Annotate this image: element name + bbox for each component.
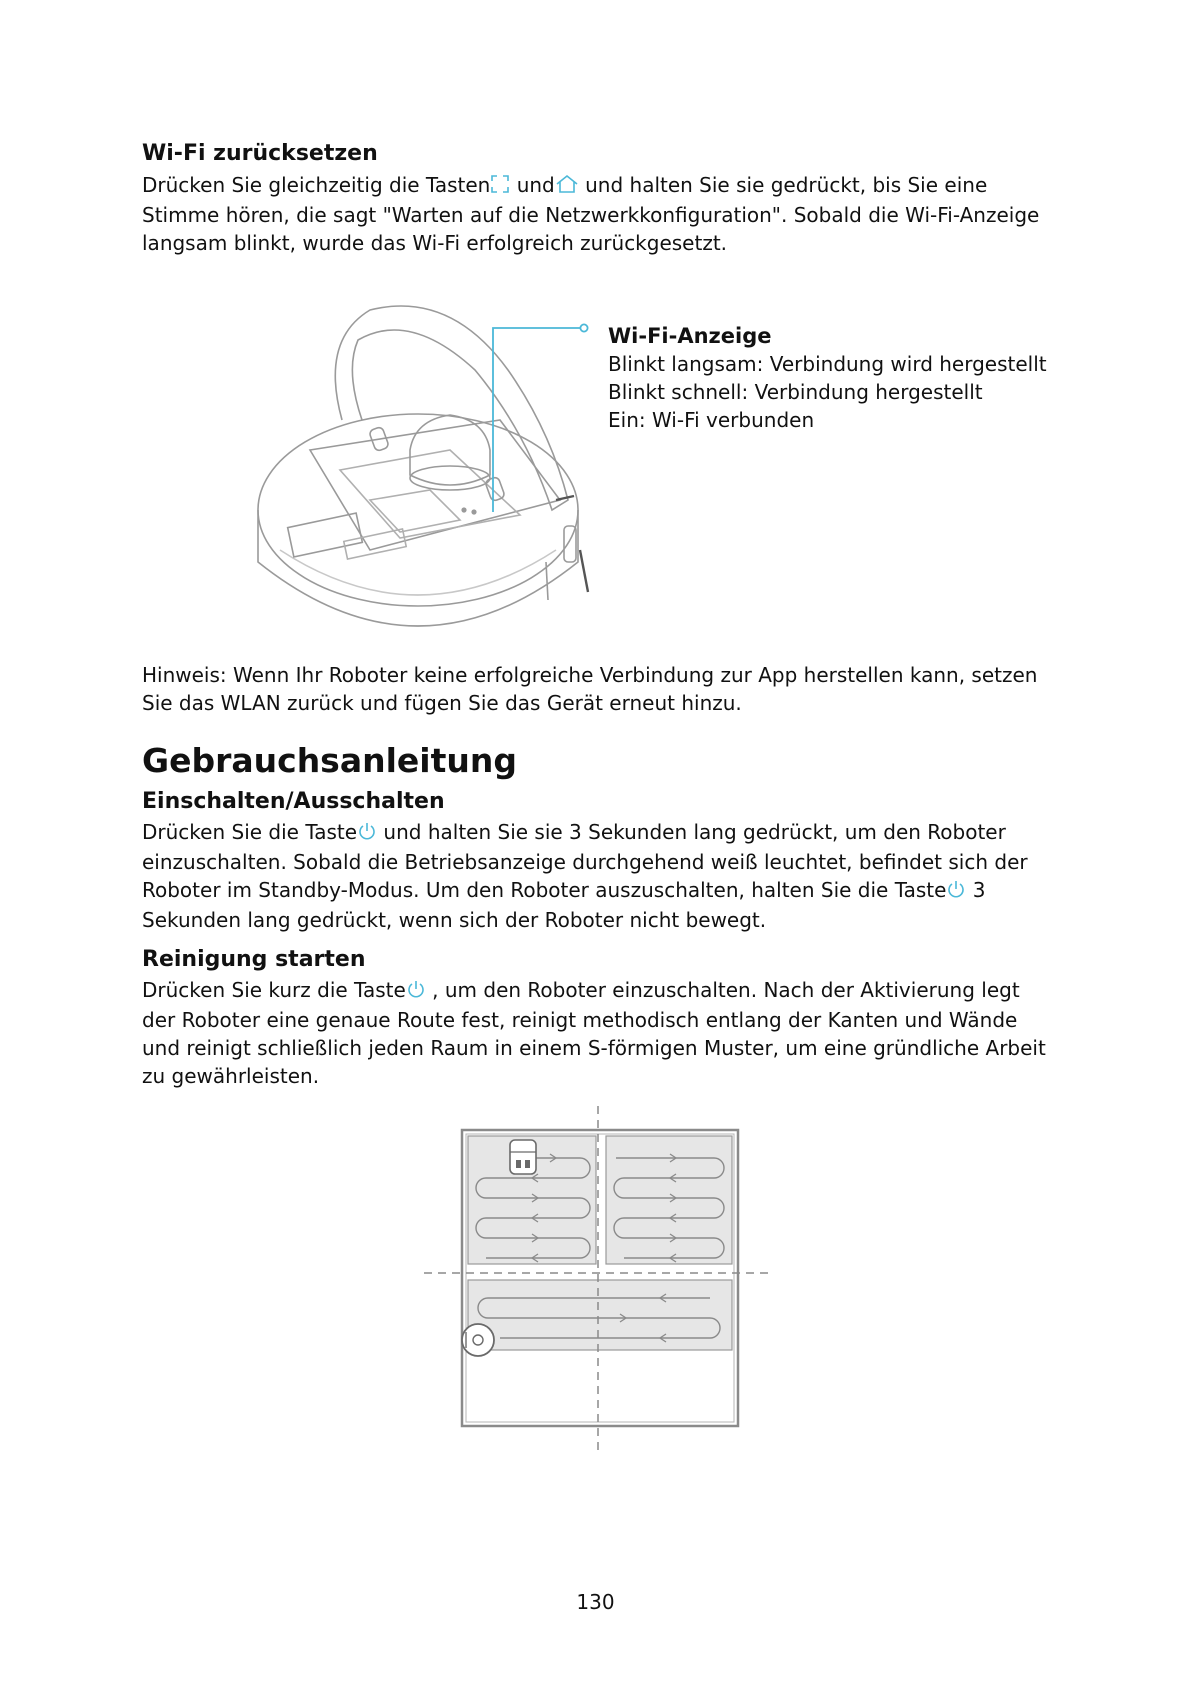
- cleaning-route-diagram: [420, 1100, 780, 1460]
- spot-clean-icon: [490, 173, 510, 201]
- power-paragraph: Drücken Sie die Taste und halten Sie sie 3 Sekunden lang gedrückt, um den Roboter einzuschalten. Sobald die Betriebsanzeige durchgehend weiß leuchtet, befindet sich der Roboter im Standby-Modus. Um den Roboter auszuschalten, halten Sie die Taste 3 Sekunden lang gedrückt, wenn sich der Roboter nicht bewegt.: [142, 820, 1028, 932]
- robot-position-icon: [462, 1324, 494, 1356]
- wifi-reset-paragraph: Drücken Sie gleichzeitig die Tasten und und halten Sie sie gedrückt, bis Sie eine Stimme hören, die sagt "Warten auf die Netzwerkkonfiguration". Sobald die Wi-Fi-Anzeige langsam blinkt, wurde das Wi-Fi erfolgreich zurückgesetzt.: [142, 173, 1040, 255]
- wifi-indicator-title: Wi-Fi-Anzeige: [608, 324, 772, 348]
- power-icon: [946, 878, 966, 906]
- wifi-indicator-line-1: Blinkt langsam: Verbindung wird hergestellt: [608, 352, 1047, 376]
- wifi-reset-heading: Wi-Fi zurücksetzen: [142, 141, 378, 166]
- wifi-indicator-line-3: Ein: Wi-Fi verbunden: [608, 408, 815, 432]
- power-icon: [357, 820, 377, 848]
- wifi-indicator-callout: [608, 322, 1047, 434]
- cleaning-paragraph: Drücken Sie kurz die Taste , um den Roboter einzuschalten. Nach der Aktivierung legt der Roboter eine genaue Route fest, reinigt methodisch entlang der Kanten und Wände und reinigt schließlich jeden Raum in einem S-förmigen Muster, um eine gründliche Arbeit zu gewährleisten.: [142, 978, 1046, 1088]
- power-heading: Einschalten/Ausschalten: [142, 789, 445, 814]
- charging-dock-icon: [510, 1140, 536, 1174]
- page-number: 130: [576, 1590, 615, 1614]
- wifi-indicator-line-2: Blinkt schnell: Verbindung hergestellt: [608, 380, 983, 404]
- cleaning-heading: Reinigung starten: [142, 947, 366, 972]
- home-icon: [555, 173, 579, 201]
- robot-open-lid-illustration: [250, 300, 610, 640]
- usage-heading: Gebrauchsanleitung: [142, 741, 517, 780]
- note-paragraph: Hinweis: Wenn Ihr Roboter keine erfolgreiche Verbindung zur App herstellen kann, setzen Sie das WLAN zurück und fügen Sie das Gerät erneut hinzu.: [142, 663, 1038, 715]
- power-icon: [406, 978, 426, 1006]
